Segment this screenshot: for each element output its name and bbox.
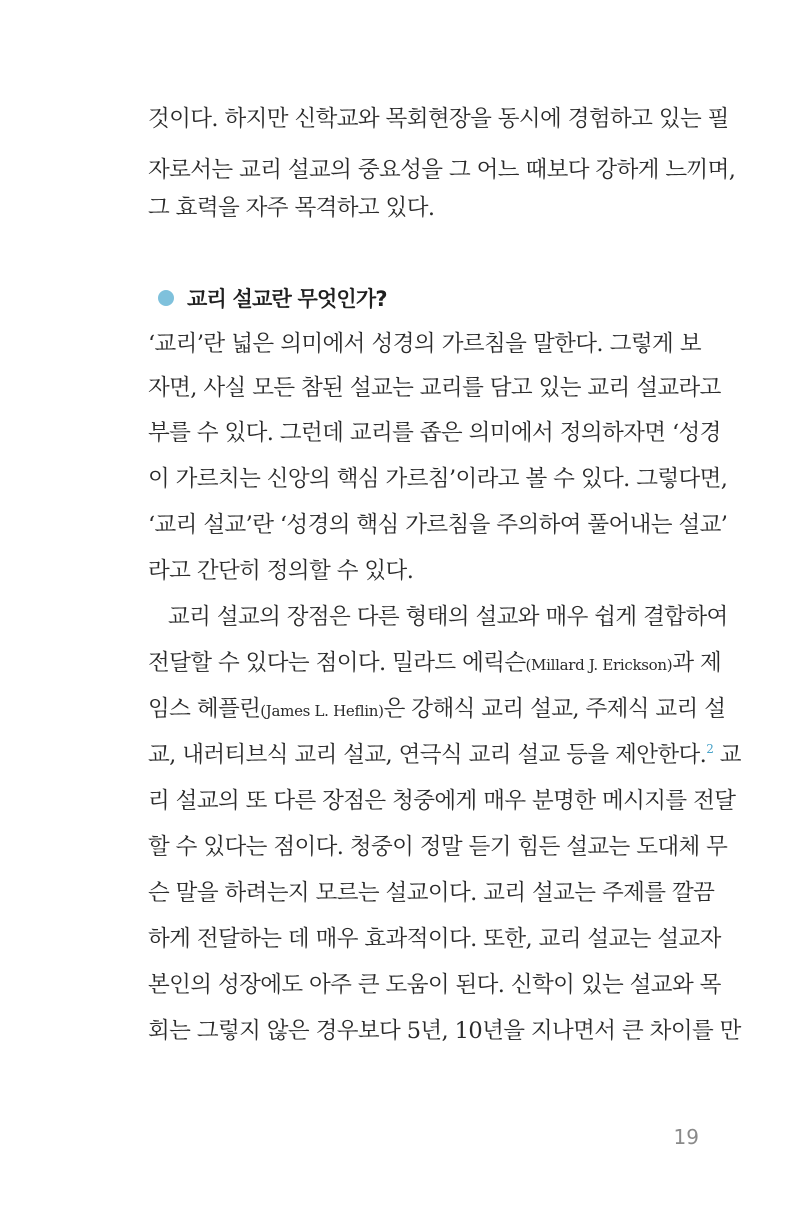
para2-line-2-end: 과 제 bbox=[672, 650, 722, 676]
para2-line-6: 할 수 있다는 점이다. 청중이 정말 듣기 힘든 설교는 도대체 무 bbox=[148, 834, 728, 860]
para2-line-7: 슨 말을 하려는지 모르는 설교이다. 교리 설교는 주제를 깔끔 bbox=[148, 880, 715, 906]
para2-line-9: 본인의 성장에도 아주 큰 도움이 된다. 신학이 있는 설교와 목 bbox=[148, 972, 721, 998]
para1-line-1: ‘교리’란 넓은 의미에서 성경의 가르침을 말한다. 그렇게 보 bbox=[148, 331, 701, 357]
intro-line-2: 자로서는 교리 설교의 중요성을 그 어느 때보다 강하게 느끼며, bbox=[148, 157, 736, 183]
para1-line-5: ‘교리 설교’란 ‘성경의 핵심 가르침을 주의하여 풀어내는 설교’ bbox=[148, 512, 728, 538]
para2-line-10: 회는 그렇지 않은 경우보다 5년, 10년을 지나면서 큰 차이를 만 bbox=[148, 1018, 741, 1044]
para2-line-4 bbox=[148, 735, 741, 775]
footnote-marker[interactable]: 2 bbox=[706, 742, 714, 756]
intro-line-1: 것이다. 하지만 신학교와 목회현장을 동시에 경험하고 있는 필 bbox=[148, 106, 729, 132]
para2-line-2-text: 전달할 수 있다는 점이다. 밀라드 에릭슨 bbox=[148, 650, 526, 676]
para1-line-6: 라고 간단히 정의할 수 있다. bbox=[148, 558, 414, 584]
para2-line-3-end: 은 강해식 교리 설교, 주제식 교리 설 bbox=[383, 696, 726, 722]
name-note-heflin: (James L. Heflin) bbox=[260, 702, 384, 720]
para1-line-4: 이 가르치는 신앙의 핵심 가르침’이라고 볼 수 있다. 그렇다면, bbox=[148, 466, 728, 492]
bullet-dot-icon bbox=[158, 290, 174, 306]
para2-line-3 bbox=[148, 689, 726, 729]
para2-line-8: 하게 전달하는 데 매우 효과적이다. 또한, 교리 설교는 설교자 bbox=[148, 926, 721, 952]
para2-line-3-text: 임스 헤플린 bbox=[148, 696, 261, 722]
para2-line-5: 리 설교의 또 다른 장점은 청중에게 매우 분명한 메시지를 전달 bbox=[148, 788, 736, 814]
para2-line-4-end: 교 bbox=[713, 742, 741, 768]
para2-line-1: 교리 설교의 장점은 다른 형태의 설교와 매우 쉽게 결합하여 bbox=[168, 604, 728, 630]
name-note-erickson: (Millard J. Erickson) bbox=[525, 656, 673, 674]
section-heading bbox=[158, 278, 387, 318]
para1-line-2: 자면, 사실 모든 참된 설교는 교리를 담고 있는 교리 설교라고 bbox=[148, 375, 721, 401]
section-heading-text: 교리 설교란 무엇인가? bbox=[187, 287, 387, 311]
intro-line-3: 그 효력을 자주 목격하고 있다. bbox=[148, 195, 435, 221]
para2-line-4-text: 교, 내러티브식 교리 설교, 연극식 교리 설교 등을 제안한다. bbox=[148, 742, 707, 768]
para1-line-3: 부를 수 있다. 그런데 교리를 좁은 의미에서 정의하자면 ‘성경 bbox=[148, 420, 721, 446]
para2-line-2 bbox=[148, 643, 722, 683]
page-number: 19 bbox=[673, 1125, 699, 1149]
